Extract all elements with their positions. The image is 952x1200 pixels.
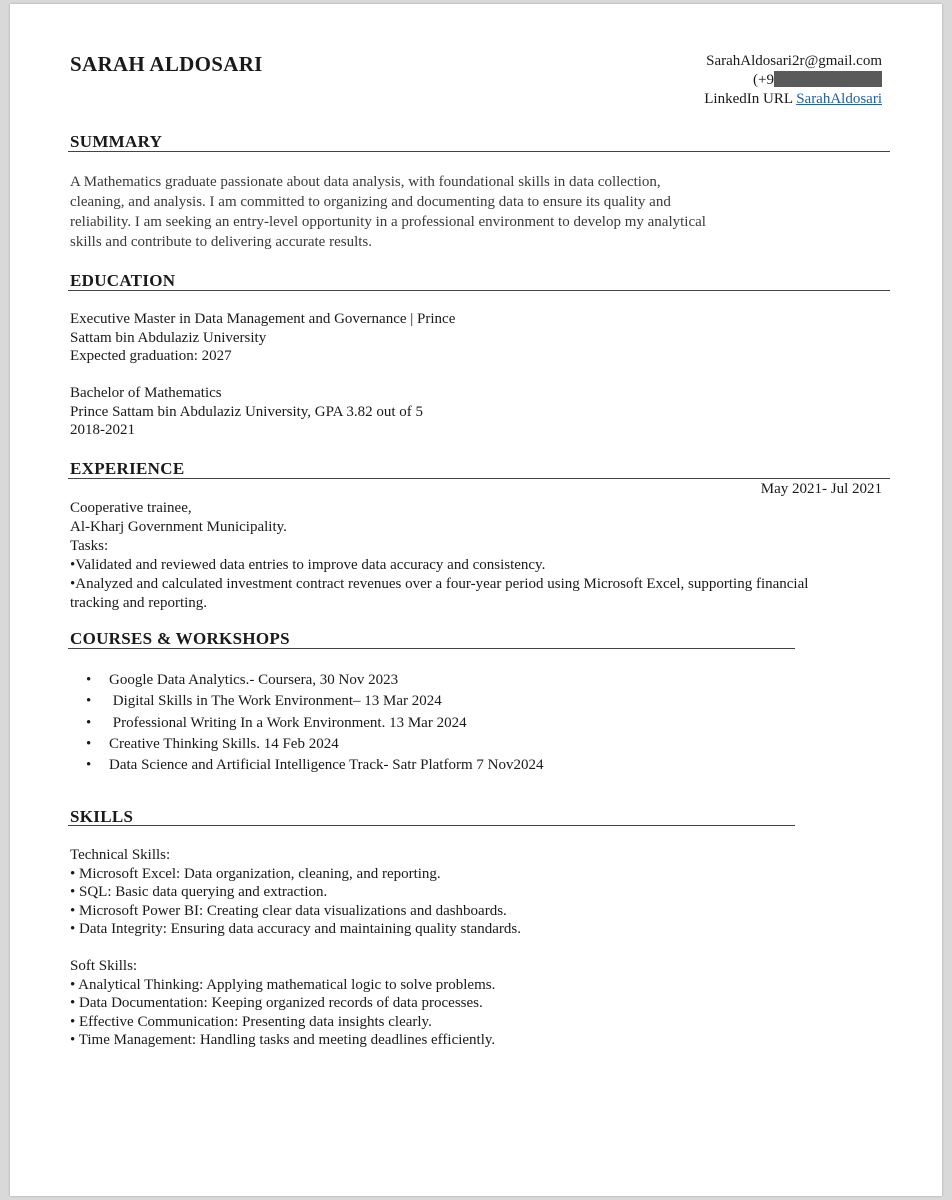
education-line: Expected graduation: 2027 [70, 348, 232, 364]
education-line: Bachelor of Mathematics [70, 385, 222, 401]
contact-block [704, 52, 882, 109]
education-line: Executive Master in Data Management and Governance | Prince [70, 311, 456, 327]
skills-divider [68, 825, 795, 826]
bullet-icon: • [86, 693, 92, 710]
courses-list [70, 670, 543, 776]
linkedin-row [704, 90, 882, 109]
summary-line: reliability. I am seeking an entry-level opportunity in a professional environment to develop my analytical [70, 214, 706, 230]
phone-redaction [774, 71, 882, 87]
bullet-icon: • [86, 735, 92, 752]
course-text: Professional Writing In a Work Environment. 13 Mar 2024 [109, 714, 467, 731]
summary-divider [68, 151, 890, 152]
bullet-icon: • [86, 672, 92, 688]
experience-line: Cooperative trainee, [70, 500, 192, 516]
linkedin-link[interactable]: SarahAldosari [796, 91, 882, 107]
education-divider [68, 290, 890, 291]
experience-line: Al-Kharj Government Municipality. [70, 519, 287, 535]
courses-heading: COURSES & WORKSHOPS [70, 629, 290, 648]
course-text: Google Data Analytics.- Coursera, 30 Nov 2023 [109, 672, 399, 688]
list-item [86, 713, 543, 734]
phone-prefix: (+9 [753, 72, 774, 88]
resume-page [10, 4, 942, 1196]
linkedin-label: LinkedIn URL [704, 91, 793, 107]
list-item [86, 734, 543, 755]
experience-line: Tasks: [70, 538, 109, 554]
education-line: 2018-2021 [70, 422, 135, 438]
bullet-icon: • [86, 757, 92, 774]
experience-details [70, 499, 808, 613]
experience-dates: May 2021- Jul 2021 [760, 481, 882, 497]
summary-heading: SUMMARY [70, 132, 163, 151]
technical-skills [70, 846, 521, 939]
education-line: Prince Sattam bin Abdulaziz University, GPA 3.82 out of 5 [70, 403, 424, 420]
experience-divider [68, 478, 890, 479]
bullet-icon: • [86, 714, 92, 731]
list-item [86, 670, 543, 691]
list-item [86, 755, 544, 776]
skills-line: • Microsoft Excel: Data organization, cleaning, and reporting. [70, 865, 441, 882]
course-text: Data Science and Artificial Intelligence Track- Satr Platform 7 Nov2024 [109, 757, 544, 774]
list-item [86, 691, 543, 712]
skills-line: • SQL: Basic data querying and extraction. [70, 884, 328, 900]
experience-heading: EXPERIENCE [70, 459, 185, 478]
course-text: Digital Skills in The Work Environment– 13 Mar 2024 [109, 693, 442, 710]
experience-line: •Analyzed and calculated investment contract revenues over a four-year period using Microsoft Excel, supporting financial [70, 576, 809, 592]
course-text: Creative Thinking Skills. 14 Feb 2024 [109, 735, 339, 752]
soft-skills [70, 957, 495, 1050]
education-entry-master [70, 310, 455, 366]
skills-line: • Data Integrity: Ensuring data accuracy and maintaining quality standards. [70, 921, 521, 937]
summary-line: cleaning, and analysis. I am committed to organizing and documenting data to ensure its quality and [70, 194, 671, 210]
skills-line: • Time Management: Handling tasks and meeting deadlines efficiently. [70, 1032, 496, 1048]
education-heading: EDUCATION [70, 271, 176, 290]
skills-line: Technical Skills: [70, 847, 171, 863]
courses-divider [68, 648, 795, 649]
email-text[interactable]: SarahAldosari2r@gmail.com [706, 53, 882, 69]
experience-line: •Validated and reviewed data entries to improve data accuracy and consistency. [70, 557, 546, 573]
education-entry-bachelor [70, 384, 423, 440]
skills-line: • Microsoft Power BI: Creating clear data visualizations and dashboards. [70, 902, 507, 919]
summary-line: skills and contribute to delivering accurate results. [70, 234, 372, 250]
phone-row [704, 71, 882, 90]
skills-line: • Data Documentation: Keeping organized records of data processes. [70, 995, 483, 1011]
skills-heading: SKILLS [70, 807, 134, 826]
experience-line: tracking and reporting. [70, 595, 208, 611]
skills-line: Soft Skills: [70, 958, 138, 974]
skills-line: • Effective Communication: Presenting data insights clearly. [70, 1013, 432, 1030]
candidate-name: SARAH ALDOSARI [70, 52, 263, 76]
summary-line: A Mathematics graduate passionate about data analysis, with foundational skills in data collection, [70, 174, 661, 190]
education-line: Sattam bin Abdulaziz University [70, 329, 267, 346]
summary-text [70, 172, 706, 252]
skills-line: • Analytical Thinking: Applying mathematical logic to solve problems. [70, 976, 496, 993]
